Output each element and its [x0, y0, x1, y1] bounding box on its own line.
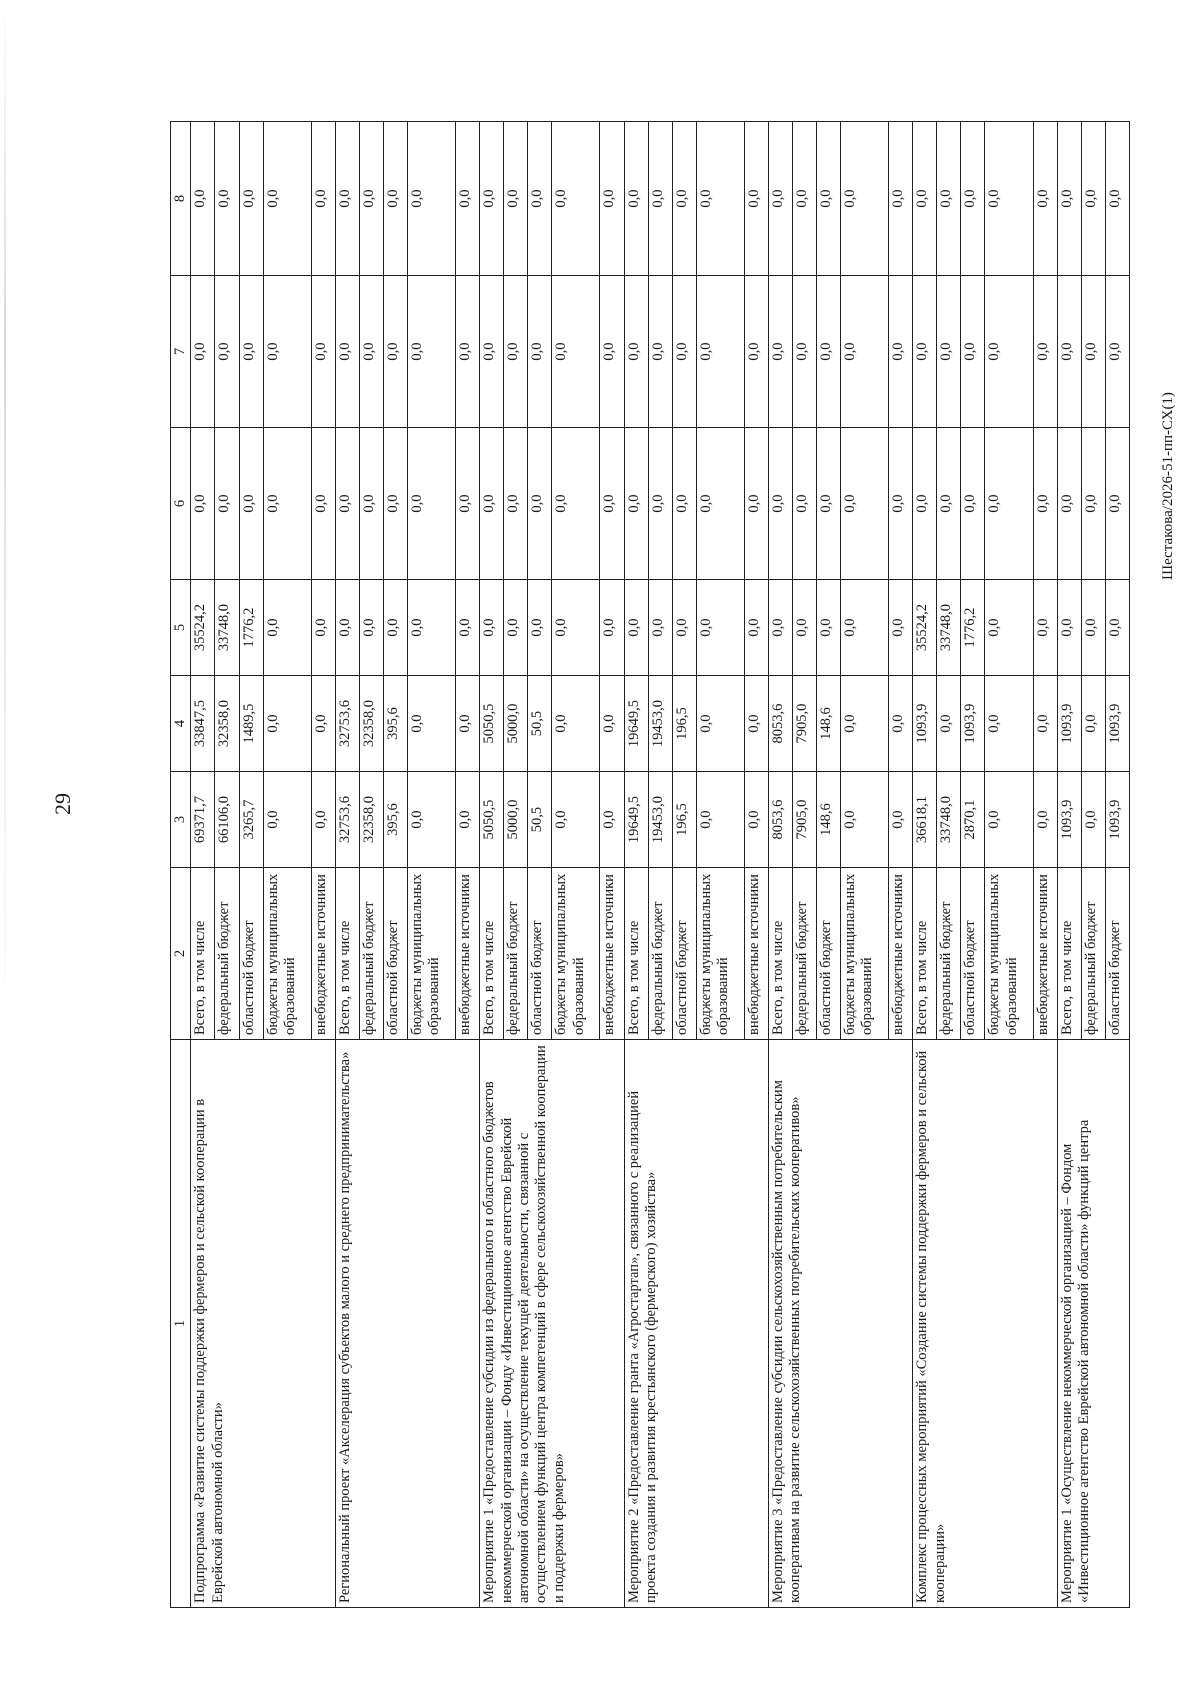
amount-cell: 32358,0: [359, 676, 383, 772]
amount-cell: 0,0: [504, 580, 528, 676]
table-row: [1057, 122, 1081, 1608]
amount-cell: 0,0: [1105, 276, 1129, 428]
amount-cell: 0,0: [311, 676, 335, 772]
amount-cell: 0,0: [1033, 772, 1057, 868]
amount-cell: 0,0: [792, 276, 816, 428]
amount-cell: 50,5: [528, 772, 552, 868]
amount-cell: 0,0: [335, 580, 359, 676]
amount-cell: 0,0: [383, 580, 407, 676]
header-cell: 7: [171, 276, 191, 428]
amount-cell: 0,0: [792, 122, 816, 276]
amount-cell: 0,0: [407, 580, 455, 676]
section-title-cell: Подпрограмма «Развитие системы поддержки фермеров и сельской кооперации в Еврейской автономной области»: [191, 1040, 335, 1608]
header-cell: 3: [171, 772, 191, 868]
amount-cell: 0,0: [311, 276, 335, 428]
amount-cell: 19453,0: [648, 676, 672, 772]
amount-cell: 0,0: [1081, 580, 1105, 676]
amount-cell: 0,0: [239, 428, 263, 580]
amount-cell: 0,0: [191, 122, 215, 276]
amount-cell: 0,0: [985, 772, 1033, 868]
funding-source-cell: областной бюджет: [383, 868, 407, 1040]
amount-cell: 0,0: [456, 676, 480, 772]
amount-cell: 19649,5: [624, 772, 648, 868]
amount-cell: 0,0: [311, 772, 335, 868]
amount-cell: 0,0: [744, 580, 768, 676]
header-cell: 2: [171, 868, 191, 1040]
amount-cell: 0,0: [528, 122, 552, 276]
amount-cell: 7905,0: [792, 676, 816, 772]
amount-cell: 0,0: [504, 276, 528, 428]
amount-cell: 395,6: [383, 772, 407, 868]
amount-cell: 0,0: [407, 122, 455, 276]
amount-cell: 0,0: [889, 580, 913, 676]
amount-cell: 0,0: [937, 276, 961, 428]
amount-cell: 0,0: [215, 428, 239, 580]
table-row: [768, 122, 792, 1608]
amount-cell: 0,0: [744, 772, 768, 868]
amount-cell: 0,0: [648, 580, 672, 676]
amount-cell: 0,0: [1033, 676, 1057, 772]
amount-cell: 0,0: [937, 676, 961, 772]
header-cell: 1: [171, 1040, 191, 1608]
amount-cell: 0,0: [913, 276, 937, 428]
amount-cell: 0,0: [1033, 276, 1057, 428]
amount-cell: 0,0: [985, 122, 1033, 276]
amount-cell: 0,0: [624, 580, 648, 676]
amount-cell: 0,0: [359, 580, 383, 676]
amount-cell: 0,0: [817, 122, 841, 276]
amount-cell: 0,0: [600, 772, 624, 868]
amount-cell: 19453,0: [648, 772, 672, 868]
funding-source-cell: бюджеты муниципальных образований: [841, 868, 889, 1040]
amount-cell: 0,0: [985, 676, 1033, 772]
funding-source-cell: федеральный бюджет: [215, 868, 239, 1040]
amount-cell: 32753,6: [335, 772, 359, 868]
section-title-cell: Региональный проект «Акселерация субъектов малого и среднего предпринимательства»: [335, 1040, 479, 1608]
amount-cell: 1489,5: [239, 676, 263, 772]
amount-cell: 0,0: [552, 428, 600, 580]
amount-cell: 33748,0: [215, 580, 239, 676]
amount-cell: 0,0: [889, 772, 913, 868]
amount-cell: 0,0: [696, 580, 744, 676]
amount-cell: 0,0: [1105, 122, 1129, 276]
amount-cell: 0,0: [528, 428, 552, 580]
amount-cell: 0,0: [407, 276, 455, 428]
header-cell: 6: [171, 428, 191, 580]
funding-source-cell: внебюджетные источники: [744, 868, 768, 1040]
amount-cell: 0,0: [480, 122, 504, 276]
amount-cell: 1093,9: [961, 676, 985, 772]
amount-cell: 0,0: [624, 276, 648, 428]
funding-source-cell: федеральный бюджет: [937, 868, 961, 1040]
funding-source-cell: областной бюджет: [239, 868, 263, 1040]
amount-cell: 0,0: [672, 580, 696, 676]
amount-cell: 0,0: [937, 122, 961, 276]
amount-cell: 32358,0: [215, 676, 239, 772]
amount-cell: 66106,0: [215, 772, 239, 868]
amount-cell: 0,0: [792, 428, 816, 580]
amount-cell: 0,0: [889, 676, 913, 772]
amount-cell: 0,0: [215, 122, 239, 276]
amount-cell: 5000,0: [504, 772, 528, 868]
amount-cell: 0,0: [191, 276, 215, 428]
amount-cell: 1093,9: [1105, 772, 1129, 868]
amount-cell: 5000,0: [504, 676, 528, 772]
amount-cell: 0,0: [1057, 428, 1081, 580]
funding-source-cell: Всего, в том числе: [335, 868, 359, 1040]
amount-cell: 33748,0: [937, 772, 961, 868]
amount-cell: 35524,2: [191, 580, 215, 676]
table-row: [624, 122, 648, 1608]
section-title-cell: Мероприятие 1 «Предоставление субсидии из федерального и областного бюджетов некоммерческой организации – Фонду «Инвестиционное агентство Еврейской автономной области» на осуществление текущей деятельности, связанной с осуществлением функций центра компетенций в сфере сельскохозяйственной кооперации и поддержки фермеров»: [480, 1040, 624, 1608]
funding-source-cell: Всего, в том числе: [480, 868, 504, 1040]
funding-source-cell: внебюджетные источники: [889, 868, 913, 1040]
amount-cell: 0,0: [552, 580, 600, 676]
amount-cell: 0,0: [383, 276, 407, 428]
amount-cell: 0,0: [961, 428, 985, 580]
funding-source-cell: Всего, в том числе: [191, 868, 215, 1040]
amount-cell: 0,0: [359, 428, 383, 580]
amount-cell: 0,0: [768, 122, 792, 276]
funding-source-cell: Всего, в том числе: [1057, 868, 1081, 1040]
amount-cell: 0,0: [792, 580, 816, 676]
funding-source-cell: федеральный бюджет: [504, 868, 528, 1040]
amount-cell: 0,0: [648, 428, 672, 580]
amount-cell: 0,0: [383, 122, 407, 276]
amount-cell: 0,0: [359, 122, 383, 276]
amount-cell: 0,0: [1105, 428, 1129, 580]
funding-source-cell: областной бюджет: [672, 868, 696, 1040]
funding-source-cell: бюджеты муниципальных образований: [407, 868, 455, 1040]
amount-cell: 0,0: [456, 428, 480, 580]
amount-cell: 8053,6: [768, 676, 792, 772]
amount-cell: 0,0: [504, 428, 528, 580]
amount-cell: 32753,6: [335, 676, 359, 772]
amount-cell: 0,0: [600, 276, 624, 428]
header-cell: 4: [171, 676, 191, 772]
amount-cell: 1093,9: [1105, 676, 1129, 772]
funding-source-cell: областной бюджет: [817, 868, 841, 1040]
amount-cell: 0,0: [552, 772, 600, 868]
amount-cell: 0,0: [768, 580, 792, 676]
amount-cell: 0,0: [768, 428, 792, 580]
funding-source-cell: бюджеты муниципальных образований: [985, 868, 1033, 1040]
amount-cell: 0,0: [456, 276, 480, 428]
amount-cell: 0,0: [913, 428, 937, 580]
amount-cell: 148,6: [817, 676, 841, 772]
amount-cell: 0,0: [1105, 580, 1129, 676]
amount-cell: 0,0: [744, 676, 768, 772]
funding-source-cell: бюджеты муниципальных образований: [552, 868, 600, 1040]
section-title-cell: Мероприятие 2 «Предоставление гранта «Агростартап», связанного с реализацией проекта создания и развития крестьянского (фермерского) хозяйства»: [624, 1040, 768, 1608]
amount-cell: 0,0: [1081, 276, 1105, 428]
amount-cell: 0,0: [480, 276, 504, 428]
header-cell: 5: [171, 580, 191, 676]
amount-cell: 196,5: [672, 772, 696, 868]
amount-cell: 0,0: [528, 276, 552, 428]
amount-cell: 0,0: [913, 122, 937, 276]
rotated-table-container: [170, 122, 1130, 1608]
amount-cell: 196,5: [672, 676, 696, 772]
amount-cell: 0,0: [768, 276, 792, 428]
scan-edge-shadow: [4, 0, 6, 1708]
amount-cell: 0,0: [817, 276, 841, 428]
amount-cell: 0,0: [383, 428, 407, 580]
amount-cell: 0,0: [600, 580, 624, 676]
amount-cell: 5050,5: [480, 772, 504, 868]
amount-cell: 0,0: [1057, 580, 1081, 676]
amount-cell: 395,6: [383, 676, 407, 772]
amount-cell: 0,0: [1033, 428, 1057, 580]
amount-cell: 0,0: [624, 428, 648, 580]
amount-cell: 0,0: [263, 676, 311, 772]
document-code: Шестакова/2026-51-пп-СХ(1): [1160, 392, 1176, 580]
funding-source-cell: Всего, в том числе: [624, 868, 648, 1040]
amount-cell: 0,0: [696, 276, 744, 428]
amount-cell: 0,0: [889, 122, 913, 276]
header-row: [171, 122, 191, 1608]
amount-cell: 0,0: [456, 772, 480, 868]
amount-cell: 1093,9: [913, 676, 937, 772]
amount-cell: 0,0: [961, 276, 985, 428]
amount-cell: 0,0: [456, 122, 480, 276]
funding-source-cell: областной бюджет: [528, 868, 552, 1040]
amount-cell: 50,5: [528, 676, 552, 772]
amount-cell: 33847,5: [191, 676, 215, 772]
amount-cell: 8053,6: [768, 772, 792, 868]
amount-cell: 0,0: [841, 772, 889, 868]
amount-cell: 0,0: [624, 122, 648, 276]
amount-cell: 5050,5: [480, 676, 504, 772]
amount-cell: 0,0: [600, 122, 624, 276]
table-row: [913, 122, 937, 1608]
amount-cell: 0,0: [744, 428, 768, 580]
amount-cell: 0,0: [961, 122, 985, 276]
funding-source-cell: бюджеты муниципальных образований: [263, 868, 311, 1040]
page-number: 29: [50, 793, 75, 815]
amount-cell: 0,0: [335, 428, 359, 580]
funding-source-cell: областной бюджет: [961, 868, 985, 1040]
table-row: [480, 122, 504, 1608]
funding-source-cell: Всего, в том числе: [913, 868, 937, 1040]
amount-cell: 0,0: [648, 122, 672, 276]
funding-source-cell: внебюджетные источники: [311, 868, 335, 1040]
amount-cell: 19649,5: [624, 676, 648, 772]
amount-cell: 0,0: [215, 276, 239, 428]
amount-cell: 0,0: [311, 122, 335, 276]
funding-source-cell: внебюджетные источники: [1033, 868, 1057, 1040]
table-body: [191, 122, 1130, 1608]
funding-source-cell: внебюджетные источники: [600, 868, 624, 1040]
amount-cell: 0,0: [552, 276, 600, 428]
amount-cell: 0,0: [817, 580, 841, 676]
amount-cell: 0,0: [1081, 772, 1105, 868]
amount-cell: 0,0: [648, 276, 672, 428]
amount-cell: 7905,0: [792, 772, 816, 868]
amount-cell: 1776,2: [961, 580, 985, 676]
funding-source-cell: Всего, в том числе: [768, 868, 792, 1040]
funding-source-cell: федеральный бюджет: [792, 868, 816, 1040]
amount-cell: 0,0: [696, 428, 744, 580]
amount-cell: 0,0: [696, 772, 744, 868]
amount-cell: 0,0: [504, 122, 528, 276]
amount-cell: 0,0: [889, 276, 913, 428]
amount-cell: 0,0: [335, 122, 359, 276]
amount-cell: 0,0: [841, 676, 889, 772]
amount-cell: 0,0: [696, 676, 744, 772]
amount-cell: 0,0: [359, 276, 383, 428]
amount-cell: 0,0: [263, 428, 311, 580]
amount-cell: 0,0: [335, 276, 359, 428]
funding-source-cell: бюджеты муниципальных образований: [696, 868, 744, 1040]
amount-cell: 0,0: [311, 428, 335, 580]
amount-cell: 0,0: [191, 428, 215, 580]
amount-cell: 0,0: [672, 428, 696, 580]
amount-cell: 32358,0: [359, 772, 383, 868]
funding-source-cell: внебюджетные источники: [456, 868, 480, 1040]
section-title-cell: Мероприятие 1 «Осуществление некоммерческой организацией – Фондом «Инвестиционное агентство Еврейской автономной области» функций центра: [1057, 1040, 1129, 1608]
amount-cell: 2870,1: [961, 772, 985, 868]
amount-cell: 1093,9: [1057, 772, 1081, 868]
amount-cell: 0,0: [407, 428, 455, 580]
amount-cell: 0,0: [239, 122, 263, 276]
amount-cell: 0,0: [1081, 122, 1105, 276]
amount-cell: 35524,2: [913, 580, 937, 676]
amount-cell: 0,0: [937, 428, 961, 580]
amount-cell: 0,0: [600, 676, 624, 772]
funding-source-cell: федеральный бюджет: [648, 868, 672, 1040]
amount-cell: 36618,1: [913, 772, 937, 868]
amount-cell: 0,0: [456, 580, 480, 676]
amount-cell: 148,6: [817, 772, 841, 868]
amount-cell: 0,0: [744, 122, 768, 276]
amount-cell: 0,0: [1081, 428, 1105, 580]
amount-cell: 0,0: [263, 580, 311, 676]
amount-cell: 0,0: [696, 122, 744, 276]
amount-cell: 1776,2: [239, 580, 263, 676]
funding-source-cell: областной бюджет: [1105, 868, 1129, 1040]
amount-cell: 0,0: [239, 276, 263, 428]
table-row: [335, 122, 359, 1608]
section-title-cell: Мероприятие 3 «Предоставление субсидии сельскохозяйственным потребительским кооперативам на развитие сельскохозяйственных потребительских кооперативов»: [768, 1040, 912, 1608]
amount-cell: 0,0: [841, 122, 889, 276]
amount-cell: 0,0: [263, 772, 311, 868]
amount-cell: 0,0: [407, 676, 455, 772]
amount-cell: 1093,9: [1057, 676, 1081, 772]
amount-cell: 0,0: [528, 580, 552, 676]
amount-cell: 0,0: [552, 122, 600, 276]
amount-cell: 0,0: [600, 428, 624, 580]
budget-table: [170, 121, 1130, 1608]
amount-cell: 0,0: [985, 428, 1033, 580]
amount-cell: 0,0: [672, 276, 696, 428]
amount-cell: 0,0: [263, 122, 311, 276]
amount-cell: 0,0: [311, 580, 335, 676]
amount-cell: 0,0: [985, 276, 1033, 428]
funding-source-cell: федеральный бюджет: [1081, 868, 1105, 1040]
funding-source-cell: федеральный бюджет: [359, 868, 383, 1040]
amount-cell: 0,0: [480, 580, 504, 676]
amount-cell: 0,0: [480, 428, 504, 580]
amount-cell: 0,0: [263, 276, 311, 428]
amount-cell: 0,0: [552, 676, 600, 772]
amount-cell: 0,0: [889, 428, 913, 580]
header-cell: 8: [171, 122, 191, 276]
amount-cell: 0,0: [1033, 580, 1057, 676]
amount-cell: 3265,7: [239, 772, 263, 868]
amount-cell: 0,0: [1057, 122, 1081, 276]
amount-cell: 0,0: [817, 428, 841, 580]
amount-cell: 69371,7: [191, 772, 215, 868]
amount-cell: 0,0: [841, 276, 889, 428]
amount-cell: 0,0: [672, 122, 696, 276]
amount-cell: 0,0: [1081, 676, 1105, 772]
amount-cell: 0,0: [407, 772, 455, 868]
amount-cell: 0,0: [744, 276, 768, 428]
amount-cell: 0,0: [841, 580, 889, 676]
amount-cell: 0,0: [985, 580, 1033, 676]
section-title-cell: Комплекс процессных мероприятий «Создание системы поддержки фермеров и сельской кооперации»: [913, 1040, 1057, 1608]
amount-cell: 0,0: [1057, 276, 1081, 428]
table-row: [191, 122, 215, 1608]
amount-cell: 0,0: [1033, 122, 1057, 276]
amount-cell: 33748,0: [937, 580, 961, 676]
amount-cell: 0,0: [841, 428, 889, 580]
